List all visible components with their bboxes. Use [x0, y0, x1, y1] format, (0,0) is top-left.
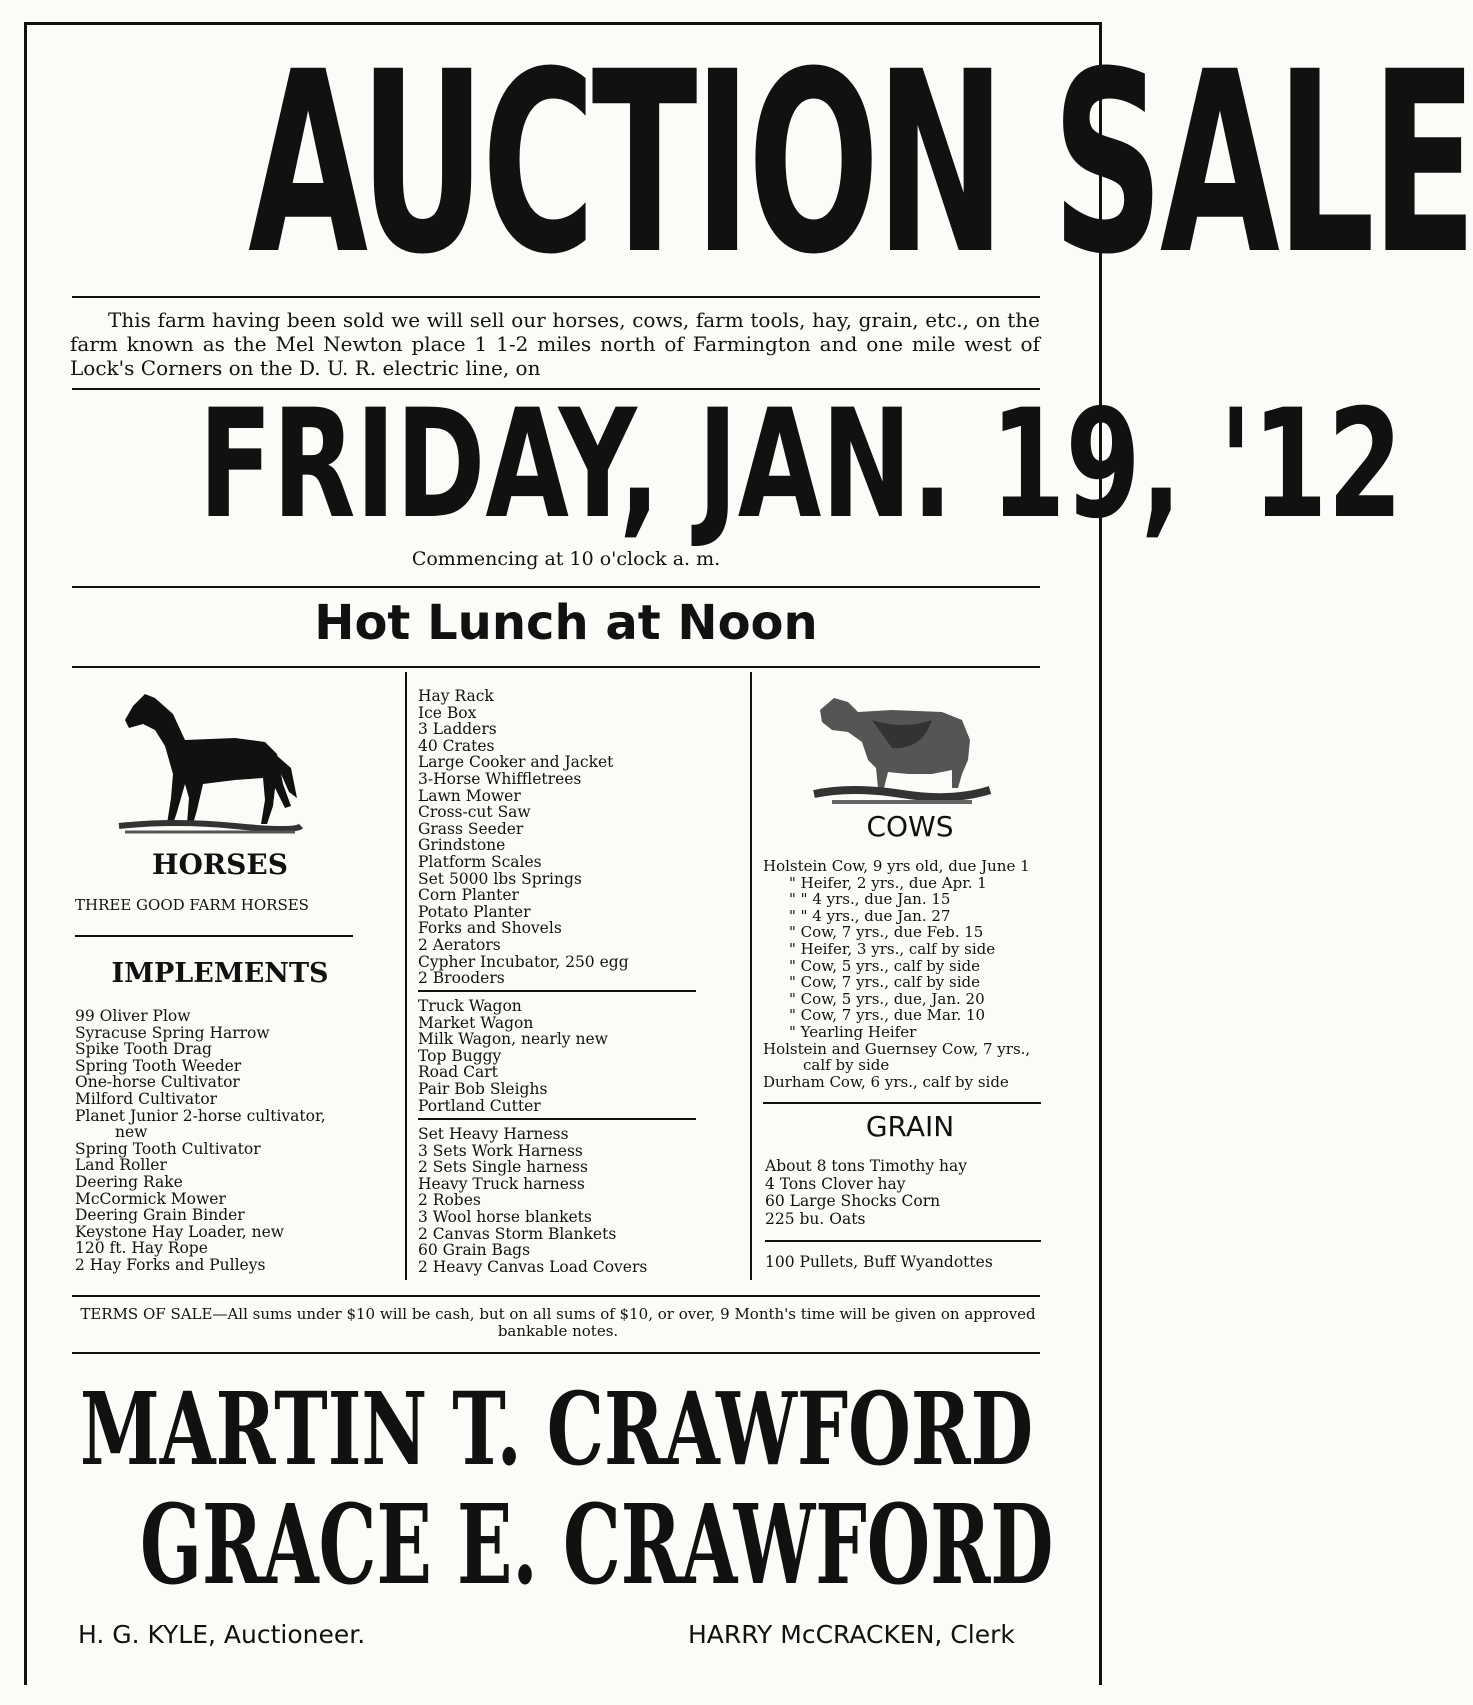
list-item: One-horse Cultivator [75, 1073, 240, 1092]
list-item: Large Cooker and Jacket [418, 753, 614, 772]
list-item: " Cow, 7 yrs., due Mar. 10 [789, 1006, 986, 1025]
list-item: " " 4 yrs., due Jan. 27 [789, 906, 951, 925]
list-item: 2 Robes [418, 1191, 481, 1210]
horses-heading: HORSES [152, 848, 288, 881]
list-item: Pair Bob Sleighs [418, 1079, 548, 1098]
auction-sale-title: AUCTION SALE [248, 18, 1473, 309]
list-item: About 8 tons Timothy hay [765, 1157, 967, 1175]
divider [72, 1352, 1040, 1354]
divider [763, 1102, 1041, 1104]
divider [75, 935, 353, 937]
grain-list [765, 1158, 967, 1228]
list-item: Hay Rack [418, 687, 494, 705]
vehicles-list [418, 998, 608, 1114]
list-item: 2 Canvas Storm Blankets [418, 1224, 617, 1243]
list-item: Grindstone [418, 836, 506, 855]
list-item: 2 Aerators [418, 935, 501, 954]
cows-heading: COWS [866, 810, 954, 843]
list-item: " Cow, 7 yrs., calf by side [789, 973, 981, 992]
list-item: Set 5000 lbs Springs [418, 869, 582, 888]
divider [765, 1240, 1041, 1242]
harness-list [418, 1126, 647, 1275]
intro-paragraph: This farm having been sold we will sell our horses, cows, farm tools, hay, grain, etc., on the farm known as the Mel Newton place 1 1-2 miles north of Farmington and one mile west of Lock's Corners on the D. U. R. electric line, on [70, 308, 1040, 380]
list-item: Planet Junior 2-horse cultivator, [75, 1106, 326, 1125]
list-item: 4 Tons Clover hay [765, 1174, 906, 1193]
list-item: Truck Wagon [418, 997, 522, 1015]
cow-icon [812, 690, 992, 810]
list-item: Lawn Mower [418, 786, 521, 805]
list-item: Deering Rake [75, 1172, 183, 1191]
list-item: 2 Sets Single harness [418, 1158, 588, 1177]
list-item: Durham Cow, 6 yrs., calf by side [763, 1072, 1009, 1091]
list-item: 120 ft. Hay Rope [75, 1239, 208, 1258]
list-item: new [115, 1123, 148, 1142]
list-item: " Cow, 5 yrs., due, Jan. 20 [789, 989, 985, 1008]
list-item: Portland Cutter [418, 1096, 541, 1115]
list-item: 3-Horse Whiffletrees [418, 769, 582, 788]
list-item: 3 Sets Work Harness [418, 1141, 583, 1160]
list-item: Spike Tooth Drag [75, 1040, 212, 1059]
list-item: 3 Ladders [418, 720, 497, 739]
horse-icon [115, 688, 305, 838]
list-item: 2 Heavy Canvas Load Covers [418, 1257, 648, 1276]
list-item: 2 Brooders [418, 969, 505, 988]
cows-list [763, 858, 1030, 1090]
list-item: Cypher Incubator, 250 egg [418, 952, 629, 971]
list-item: Land Roller [75, 1156, 167, 1175]
list-item: " Yearling Heifer [789, 1022, 917, 1041]
list-item: 2 Hay Forks and Pulleys [75, 1255, 266, 1274]
list-item: Set Heavy Harness [418, 1125, 569, 1143]
list-item: 99 Oliver Plow [75, 1007, 191, 1025]
list-item: Keystone Hay Loader, new [75, 1222, 285, 1241]
divider [418, 990, 696, 992]
list-item: Forks and Shovels [418, 919, 562, 938]
poultry-item: 100 Pullets, Buff Wyandottes [765, 1253, 993, 1271]
divider [418, 1118, 696, 1120]
list-item: Platform Scales [418, 852, 542, 871]
list-item: 225 bu. Oats [765, 1209, 866, 1228]
list-item: 60 Grain Bags [418, 1241, 531, 1260]
list-item: Syracuse Spring Harrow [75, 1023, 270, 1042]
owner-name-martin: MARTIN T. CRAWFORD [80, 1370, 1034, 1488]
implements-list [75, 1008, 326, 1274]
list-item: Holstein Cow, 9 yrs old, due June 1 [763, 857, 1030, 875]
sale-date: FRIDAY, JAN. 19, '12 [198, 378, 1403, 552]
list-item: Corn Planter [418, 886, 519, 905]
list-item: Milk Wagon, nearly new [418, 1030, 608, 1049]
list-item: Market Wagon [418, 1013, 534, 1032]
list-item: " Cow, 5 yrs., calf by side [789, 956, 981, 975]
list-item: Spring Tooth Weeder [75, 1056, 242, 1075]
clerk-credit: HARRY McCRACKEN, Clerk [688, 1620, 1015, 1649]
list-item: Grass Seeder [418, 819, 524, 838]
list-item: " " 4 yrs., due Jan. 15 [789, 890, 951, 909]
commencing-time: Commencing at 10 o'clock a. m. [411, 548, 721, 570]
divider [72, 1295, 1040, 1297]
horses-description: THREE GOOD FARM HORSES [75, 896, 309, 914]
terms-of-sale: TERMS OF SALE—All sums under $10 will be cash, but on all sums of $10, or over, 9 Month's time will be given on approved bankable notes. [80, 1305, 1036, 1340]
list-item: Top Buggy [418, 1046, 502, 1065]
list-item: Spring Tooth Cultivator [75, 1139, 261, 1158]
list-item: Road Cart [418, 1063, 498, 1082]
list-item: Milford Cultivator [75, 1089, 218, 1108]
list-item: 3 Wool horse blankets [418, 1207, 592, 1226]
list-item: 40 Crates [418, 736, 495, 755]
list-item: McCormick Mower [75, 1189, 226, 1208]
divider [72, 586, 1040, 588]
list-item: " Cow, 7 yrs., due Feb. 15 [789, 923, 984, 942]
list-item: 60 Large Shocks Corn [765, 1192, 941, 1210]
column-divider [750, 672, 752, 1280]
implements-heading: IMPLEMENTS [111, 958, 329, 989]
list-item: Ice Box [418, 703, 477, 722]
list-item: Cross-cut Saw [418, 803, 531, 822]
list-item: calf by side [803, 1056, 890, 1075]
list-item: " Heifer, 2 yrs., due Apr. 1 [789, 873, 987, 892]
list-item: " Heifer, 3 yrs., calf by side [789, 939, 996, 958]
grain-heading: GRAIN [865, 1110, 955, 1143]
misc-items-list [418, 688, 629, 987]
column-divider [405, 672, 407, 1280]
list-item: Heavy Truck harness [418, 1174, 585, 1193]
list-item: Deering Grain Binder [75, 1206, 245, 1225]
auctioneer-credit: H. G. KYLE, Auctioneer. [78, 1620, 366, 1649]
divider [72, 296, 1040, 298]
list-item: Holstein and Guernsey Cow, 7 yrs., [763, 1039, 1031, 1058]
list-item: Potato Planter [418, 902, 531, 921]
divider [72, 666, 1040, 668]
owner-name-grace: GRACE E. CRAWFORD [140, 1480, 1054, 1609]
hot-lunch-notice: Hot Lunch at Noon [314, 595, 818, 651]
